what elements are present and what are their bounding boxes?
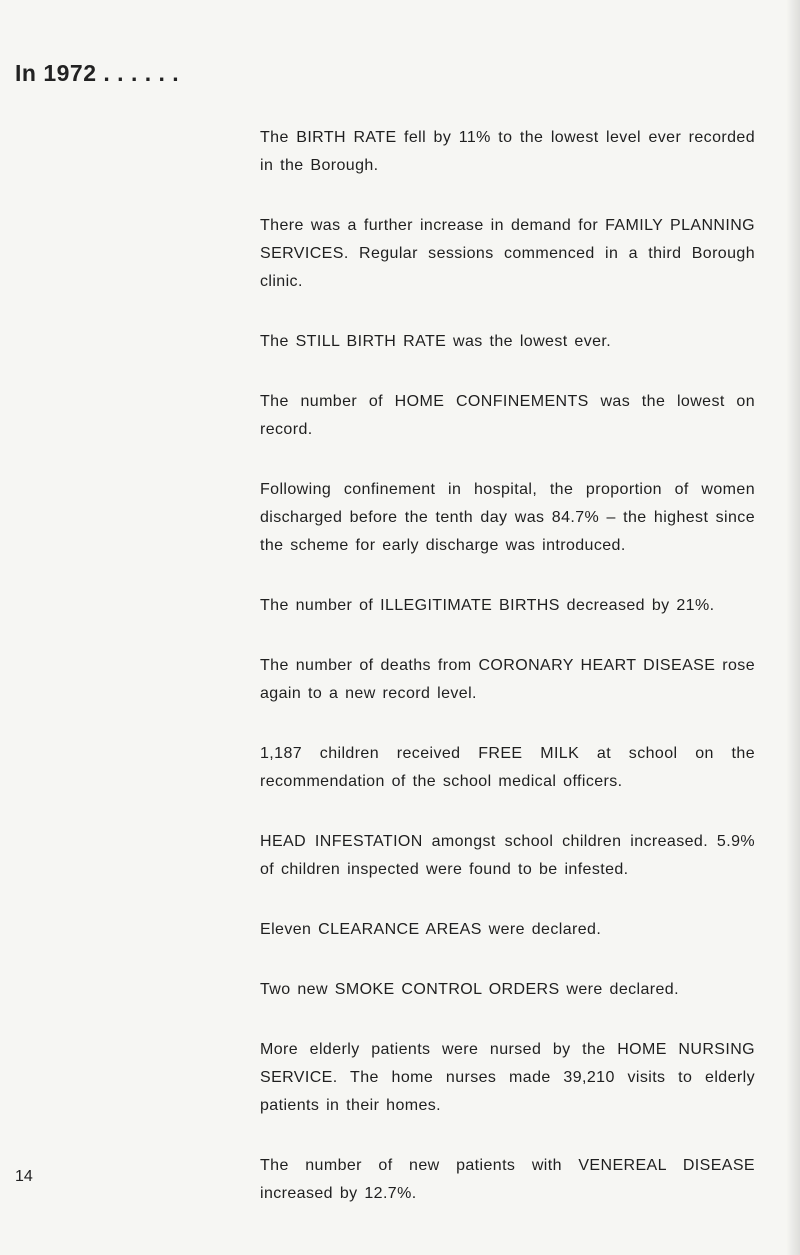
- paragraph-family-planning: There was a further increase in demand for FAMILY PLANNING SERVICES. Regular sessions commenced in a third Borough clinic.: [260, 217, 755, 290]
- paragraph-illegitimate-births: The number of ILLEGITIMATE BIRTHS decreased by 21%.: [260, 597, 715, 614]
- paragraph-home-confinements: The number of HOME CONFINEMENTS was the lowest on record.: [260, 393, 755, 438]
- paragraph-clearance-areas: Eleven CLEARANCE AREAS were declared.: [260, 921, 602, 938]
- page-edge-shadow: [786, 0, 800, 1255]
- paragraph-birth-rate: The BIRTH RATE fell by 11% to the lowest level ever recorded in the Borough.: [260, 129, 755, 174]
- paragraph-still-birth-rate: The STILL BIRTH RATE was the lowest ever.: [260, 333, 612, 350]
- summary-list: [260, 124, 755, 1240]
- paragraph-smoke-control: Two new SMOKE CONTROL ORDERS were declared.: [260, 981, 679, 998]
- paragraph-head-infestation: HEAD INFESTATION amongst school children increased. 5.9% of children inspected were found to be infested.: [260, 833, 755, 878]
- page-heading: In 1972 . . . . . .: [15, 60, 180, 86]
- paragraph-venereal-disease: The number of new patients with VENEREAL DISEASE increased by 12.7%.: [260, 1157, 755, 1202]
- paragraph-coronary-heart-disease: The number of deaths from CORONARY HEART DISEASE rose again to a new record level.: [260, 657, 755, 702]
- paragraph-home-nursing: More elderly patients were nursed by the HOME NURSING SERVICE. The home nurses made 39,210 visits to elderly patients in their homes.: [260, 1041, 755, 1114]
- page-number: 14: [15, 1168, 33, 1185]
- paragraph-free-milk: 1,187 children received FREE MILK at school on the recommendation of the school medical officers.: [260, 745, 755, 790]
- paragraph-early-discharge: Following confinement in hospital, the proportion of women discharged before the tenth day was 84.7% – the highest since the scheme for early discharge was introduced.: [260, 481, 755, 554]
